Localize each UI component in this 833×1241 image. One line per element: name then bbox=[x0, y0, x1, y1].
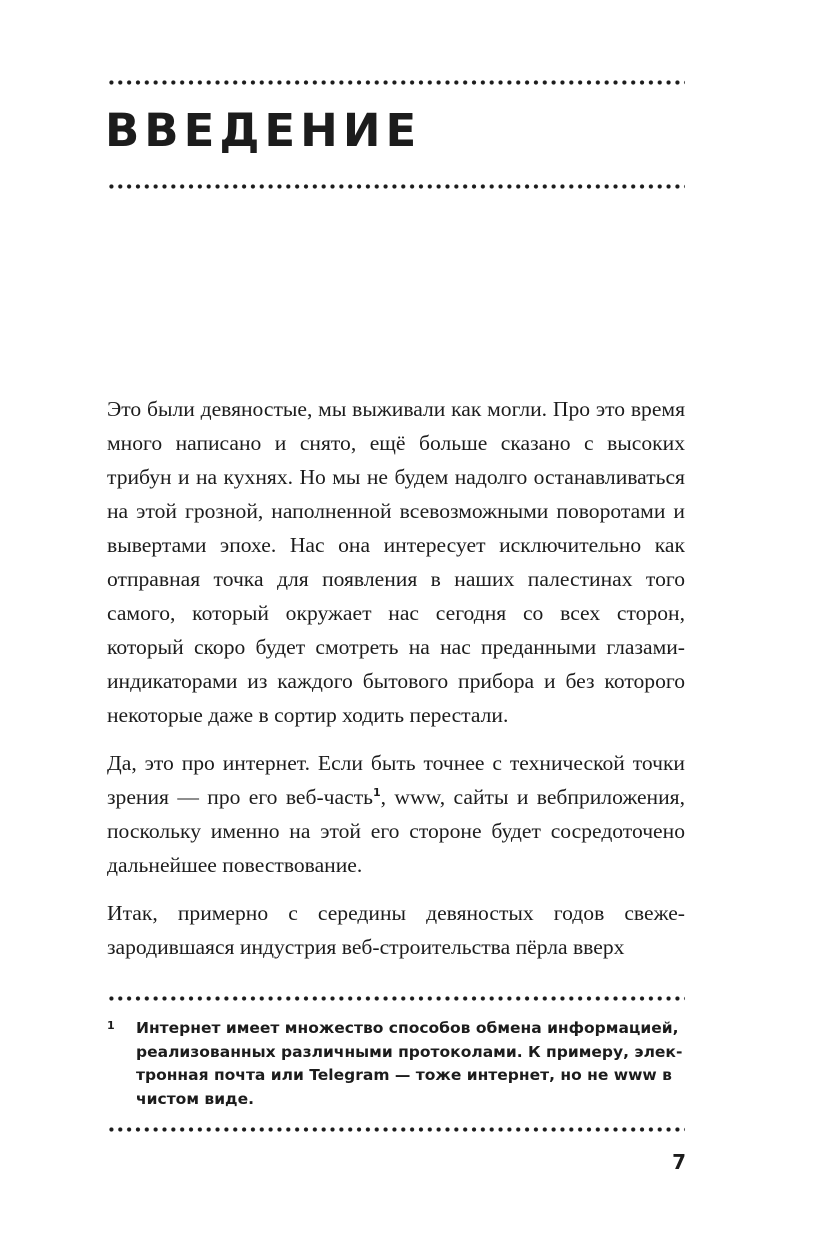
dotted-rule-under-title bbox=[107, 184, 685, 189]
dotted-rule-footnote-bottom bbox=[107, 1127, 685, 1132]
footnote bbox=[107, 1017, 685, 1111]
page-number: 7 bbox=[672, 1150, 686, 1174]
main-text bbox=[107, 392, 685, 978]
paragraph-3: Итак, примерно с середины девяностых годов свежезародившаяся индустрия веб-строительства пёрла вверх bbox=[107, 901, 685, 959]
paragraph-2 bbox=[107, 746, 685, 882]
footnote-mark: 1 bbox=[107, 1019, 115, 1032]
chapter-title: ВВЕДЕНИЕ bbox=[105, 104, 422, 157]
paragraph-2-text-start: Да, это про интернет. Если быть точнее с технической точки зрения — про его веб-часть bbox=[107, 751, 685, 809]
paragraph-1: Это были девяностые, мы выживали как могли. Про это время много написано и снято, ещё больше сказано с высоких трибун и на кухнях. Но мы не будем надолго останавливаться на этой грозной, наполненной всевозможными поворотами и вывертами эпохе. Нас она интересует исключительно как отправная точка для появления в наших палестинах того самого, который окружает нас сегодня со всех сторон, который скоро будет смотреть на нас преданными глазами-индикаторами из каждого бытового прибора и без которого некоторые даже в сортир ходить перестали. bbox=[107, 397, 685, 727]
footnote-reference: 1 bbox=[372, 785, 381, 799]
footnote-text: Интернет имеет множество способов обмена информацией, реализованных различными протоколами. К примеру, электронная почта или Telegram — тоже интернет, но не www в чистом виде. bbox=[136, 1019, 683, 1108]
dotted-rule-footnote-top bbox=[107, 996, 685, 1001]
dotted-rule-top bbox=[107, 80, 685, 85]
paragraph-2-text-end: , www, сайты и вебприложения, поскольку именно на этой его стороне будет сосредоточено дальнейшее повествование. bbox=[107, 785, 685, 877]
